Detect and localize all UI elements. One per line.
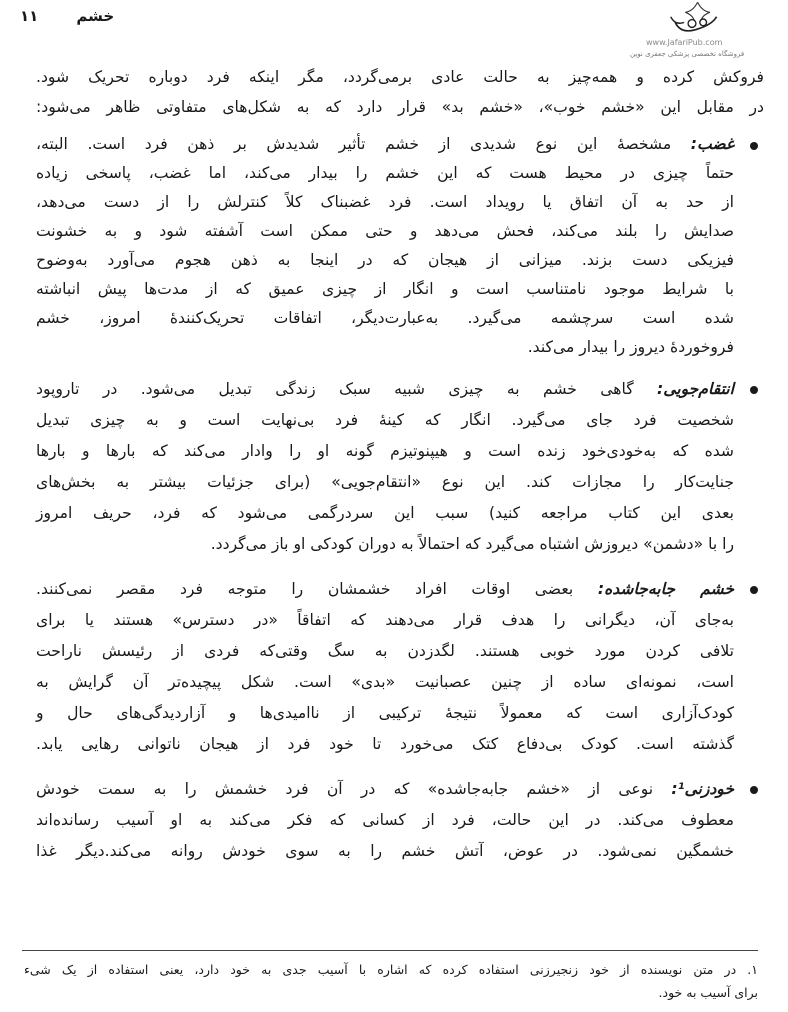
text-line: از حد به آن اتفاق یا رویداد است. فرد غضبناک کلاً کنترلش را از دست می‌دهد، <box>36 193 734 211</box>
text-line: با شرایط موجود نامتناسب است و انگار از چیزی عمیق که از مدت‌ها پیش انباشته <box>36 280 734 298</box>
watermark-store: فروشگاه تخصصی پزشکی جعفری نوین <box>630 50 745 58</box>
term: خودزنی¹: <box>671 780 734 798</box>
chapter-title: خشم <box>76 7 115 25</box>
term: انتقام‌جویی: <box>657 380 734 398</box>
text-line: گاهی خشم به چیزی شبیه سبک زندگی تبدیل می‌شود. در تاروپود <box>36 380 634 398</box>
text-line: جنایت‌کار را مجازات کند. این نوع «انتقام‌جویی» (برای جزئیات بیشتر به بخش‌های <box>36 473 734 491</box>
text-line: شده است سرچشمه می‌گیرد. به‌عبارت‌دیگر، اتفاقات تحریک‌کنندهٔ امروز، خشم <box>36 309 734 327</box>
bullet-rage <box>36 130 764 362</box>
footnote <box>24 958 758 1004</box>
footnote-divider <box>22 950 758 951</box>
text-line: گذشته است. کودک بی‌دفاع کتک می‌خورد تا خود فرد از هیجان ناتوانی رهایی یابد. <box>36 735 734 753</box>
bullet-self-harm <box>36 774 764 867</box>
text-line: خشمگین نمی‌شود. در عوض، آتش خشم را به سوی خودش روانه می‌کند.دیگر غذا <box>36 842 734 860</box>
text-line: مشخصهٔ این نوع شدیدی از خشم تأثیر شدیدش بر ذهن فرد است. البته، <box>36 135 672 153</box>
bullet-icon <box>750 386 758 394</box>
text-line: بعضی اوقات افراد خشمشان را متوجه فرد مقصر نمی‌کنند. <box>36 580 574 598</box>
watermark-url: www.JafariPub.com <box>646 38 723 47</box>
footnote-line: برای آسیب به خود. <box>658 985 758 1000</box>
text-line: است، نمونه‌ای ساده از چنین عصبانیت «بدی» است. شکل پیچیده‌تر آن گرایش به <box>36 673 734 691</box>
text-line: نوعی از «خشم جابه‌جاشده» که در آن فرد خشمش را به سمت خودش <box>36 780 654 798</box>
running-header <box>20 4 114 28</box>
text-line: فیزیکی دست بزند. میزانی از هیجان که در اینجا به ذهن هجوم می‌آورد به‌وضوح <box>36 251 734 269</box>
bullet-icon <box>750 786 758 794</box>
text-line: حتماً چیزی در محیط هست که این خشم را بیدار می‌کند، اما غضب، پاسخی زیاده <box>36 164 734 182</box>
bullet-icon <box>750 142 758 150</box>
term: غضب: <box>690 135 734 153</box>
text-line: معطوف می‌کند. در این حالت، فرد از کسانی که فکر می‌کند به او آسیب رسانده‌اند <box>36 811 734 829</box>
text-line: صدایش را بلند می‌کند، فحش می‌دهد و حتی ممکن است آشفته شود و به خشونت <box>36 222 734 240</box>
text-line: در مقابل این «خشم خوب»، «خشم بد» قرار دارد که به شکل‌های متفاوتی ظاهر می‌شود: <box>36 98 764 116</box>
bullet-icon <box>750 586 758 594</box>
bullet-displaced-anger <box>36 574 764 760</box>
text-line: را با «دشمن» دیروزش اشتباه می‌گیرد که احتمالاً به دوران کودکی او باز می‌گردد. <box>210 535 734 553</box>
text-line: فروکش کرده و همه‌چیز به حالت عادی برمی‌گردد، مگر اینکه فرد دوباره تحریک شود. <box>36 68 764 86</box>
footnote-line: ۱. در متن نویسنده از خود زنجیرزنی استفاده کرده که اشاره با آسیب جدی به خود دارد، یعنی استفاده از یک شیء <box>24 962 758 977</box>
text-line: شخصیت فرد جای می‌گیرد. انگار که کینهٔ فرد بی‌نهایت است و به چیزی تبدیل <box>36 411 734 429</box>
text-line: کودک‌آزاری است که معمولاً نتیجهٔ ترکیبی از ناامیدی‌ها و آزاردیدگی‌های حال و <box>36 704 734 722</box>
intro-paragraph <box>36 62 764 122</box>
page-body <box>36 62 764 867</box>
text-line: بعدی این کتاب مراجعه کنید) سبب این سردرگمی می‌شود که فرد، حریف امروز <box>36 504 734 522</box>
publisher-logo-icon <box>650 0 734 38</box>
text-line: تلافی کردن مورد خوبی هستند. لگدزدن به سگ وقتی‌که فردی از رئیسش ناراحت <box>36 642 734 660</box>
term: خشم جابه‌جاشده: <box>597 580 734 598</box>
text-line: به‌جای آن، دیگرانی را هدف قرار می‌دهند که اتفاقاً «در دسترس» هستند یا برای <box>36 611 734 629</box>
text-line: فروخوردهٔ دیروز را بیدار می‌کند. <box>527 338 734 356</box>
page-number: ۱۱ <box>20 7 39 25</box>
text-line: شده که به‌خودی‌خود زنده است و هیپنوتیزم گونه او را وادار می‌کند که بارها و بارها <box>36 442 734 460</box>
bullet-revenge <box>36 374 764 560</box>
